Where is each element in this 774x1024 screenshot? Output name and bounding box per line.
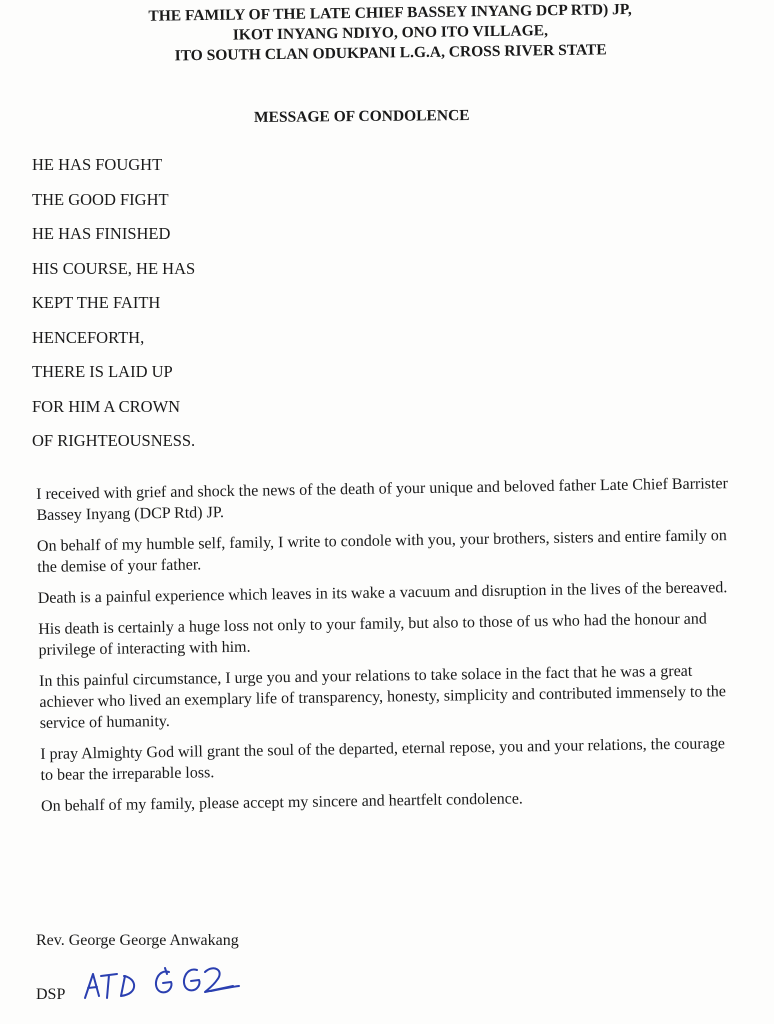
letter-header	[60, 0, 721, 68]
verse-line: KEPT THE FAITH	[32, 293, 161, 312]
verse-line: THE GOOD FIGHT	[32, 189, 169, 209]
body-paragraph: On behalf of my family, please accept my sincere and heartfelt condolence.	[40, 790, 523, 815]
verse-line: THERE IS LAID UP	[32, 362, 173, 381]
letter-body	[36, 473, 741, 827]
body-paragraph: I received with grief and shock the news of the death of your unique and beloved father Late Chief Barrister Bassey Inyang (DCP Rtd) JP.	[36, 475, 728, 524]
verse-line: HE HAS FINISHED	[32, 224, 171, 243]
handwritten-signature	[81, 960, 251, 1004]
verse-line: OF RIGHTEOUSNESS.	[32, 431, 196, 450]
signer-name: Rev. George George Anwakang	[36, 932, 239, 949]
rank-row	[36, 960, 251, 1004]
letter-title: MESSAGE OF CONDOLENCE	[253, 107, 470, 126]
signer-rank: DSP	[36, 986, 66, 1003]
header-line-2: IKOT INYANG NDIYO, ONO ITO VILLAGE,	[232, 22, 549, 44]
verse-line: HENCEFORTH,	[32, 327, 145, 347]
verse-line: HIS COURSE, HE HAS	[32, 258, 196, 278]
body-paragraph: I pray Almighty God will grant the soul of the departed, eternal repose, you and your relations, the courage to bear the irreparable loss.	[40, 735, 725, 784]
body-paragraph: In this painful circumstance, I urge you and your relations to take solace in the fact that he was a great achiever who lived an exemplary life of transparency, honesty, simplicity and contributed immensely to the service of humanity.	[38, 662, 727, 732]
body-paragraph: His death is certainly a huge loss not only to your family, but also to those of us who had the honour and privilege of interacting with him.	[38, 610, 707, 659]
verse-line: FOR HIM A CROWN	[32, 396, 181, 416]
verse-line: HE HAS FOUGHT	[32, 155, 163, 174]
verse-block	[32, 148, 195, 459]
signature-block	[36, 932, 251, 1004]
body-paragraph: On behalf of my humble self, family, I write to condole with you, your brothers, sisters and entire family on the demise of your father.	[36, 527, 727, 576]
header-line-1: THE FAMILY OF THE LATE CHIEF BASSEY INYANG DCP RTD) JP,	[148, 1, 632, 25]
body-paragraph: Death is a painful experience which leaves in its wake a vacuum and disruption in the lives of the bereaved.	[37, 579, 728, 607]
header-line-3: ITO SOUTH CLAN ODUKPANI L.G.A, CROSS RIVER STATE	[174, 41, 607, 65]
